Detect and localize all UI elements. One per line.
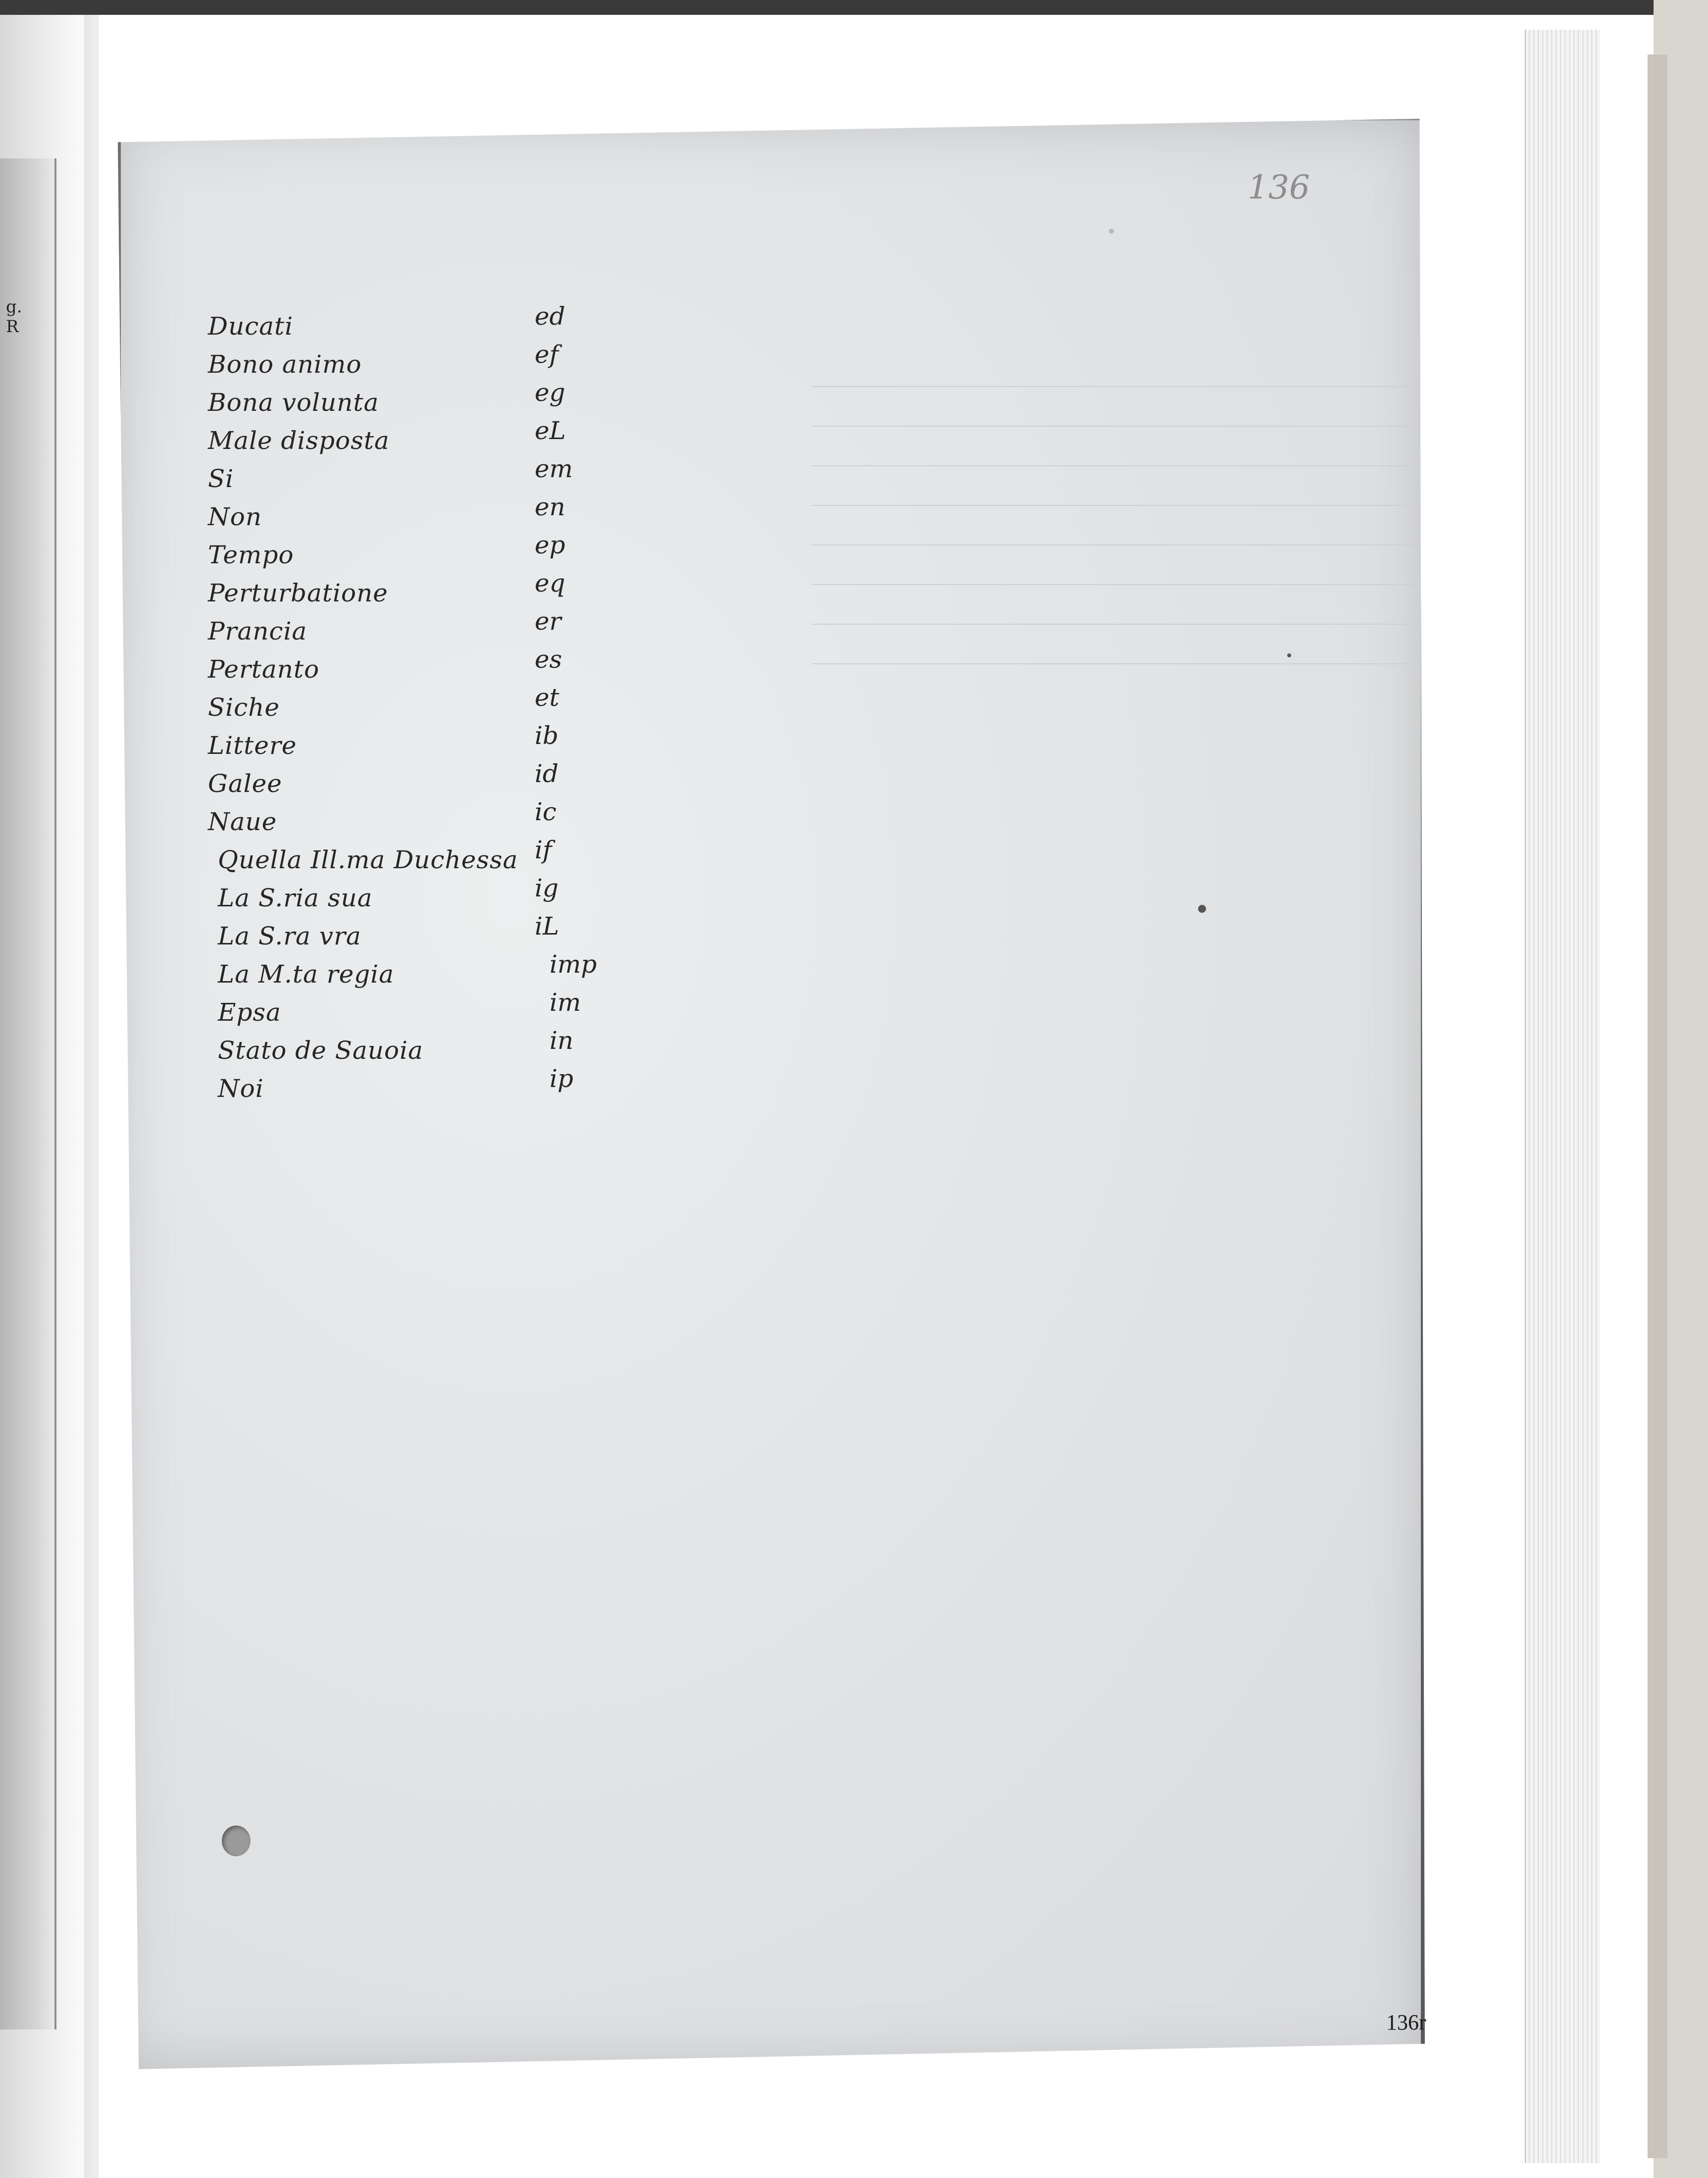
cipher-word: Perturbatione <box>208 579 388 607</box>
cipher-code: ib <box>535 721 558 750</box>
cipher-code: es <box>535 645 562 674</box>
ruling-line <box>812 624 1416 625</box>
ruling-line <box>812 505 1416 506</box>
cipher-word: Prancia <box>208 617 307 645</box>
page-number: 136r <box>1386 2010 1426 2034</box>
ruling-line <box>812 426 1416 427</box>
cipher-word: Tempo <box>208 541 294 569</box>
cipher-code: if <box>535 836 552 864</box>
cipher-word: Quella Ill.ma Duchessa <box>218 845 518 874</box>
cipher-code: id <box>535 759 558 788</box>
cipher-word: Naue <box>208 807 277 836</box>
cipher-word: Bono animo <box>208 350 362 379</box>
ruling-line <box>812 465 1416 466</box>
ink-spot <box>1287 653 1291 657</box>
cipher-word: Bona volunta <box>208 388 379 417</box>
ruling-line <box>812 584 1416 585</box>
left-manuscript-edge <box>0 158 56 2030</box>
cipher-word: Pertanto <box>208 655 320 684</box>
binding-hole <box>222 1826 251 1856</box>
ruling-line <box>812 663 1416 664</box>
cipher-code: en <box>535 493 565 521</box>
cipher-word: Male disposta <box>208 426 390 455</box>
cipher-word: La M.ta regia <box>218 960 395 989</box>
ruling-line <box>812 386 1416 387</box>
cipher-code: ig <box>535 874 558 902</box>
cipher-word: Littere <box>208 731 297 760</box>
cipher-code: ed <box>535 302 565 331</box>
cipher-word: Noi <box>218 1074 264 1103</box>
scan-background-top <box>0 0 1708 15</box>
ink-spot <box>1198 905 1206 913</box>
cipher-word: Epsa <box>218 998 281 1027</box>
cipher-word: Non <box>208 502 262 531</box>
page-stack-edge <box>1525 30 1600 2163</box>
cipher-word: La S.ra vra <box>218 922 361 950</box>
cipher-code: ip <box>550 1064 573 1093</box>
cipher-code: ep <box>535 531 565 559</box>
cipher-word: Stato de Sauoia <box>218 1036 423 1065</box>
cipher-code: ef <box>535 340 559 369</box>
cipher-code: em <box>535 454 573 483</box>
cipher-code: eL <box>535 416 566 445</box>
cipher-code: in <box>550 1026 574 1055</box>
cipher-code: eq <box>535 569 565 597</box>
ink-spot <box>1109 229 1114 234</box>
cipher-code: imp <box>550 950 597 979</box>
cipher-word: Ducati <box>208 312 294 341</box>
cipher-code: er <box>535 607 561 636</box>
cipher-word: Siche <box>208 693 280 722</box>
book-cover-edge <box>1648 54 1667 2158</box>
cipher-word: La S.ria sua <box>218 884 373 912</box>
cipher-code: ic <box>535 797 556 826</box>
cipher-code: eg <box>535 378 565 407</box>
ruling-line <box>812 544 1416 545</box>
cipher-code: iL <box>535 912 559 940</box>
cipher-code: et <box>535 683 559 712</box>
cipher-word: Galee <box>208 769 282 798</box>
left-margin-note: g. R <box>6 297 22 337</box>
cipher-word: Si <box>208 464 234 493</box>
cipher-code: im <box>550 988 581 1017</box>
folio-number: 136 <box>1248 168 1310 206</box>
